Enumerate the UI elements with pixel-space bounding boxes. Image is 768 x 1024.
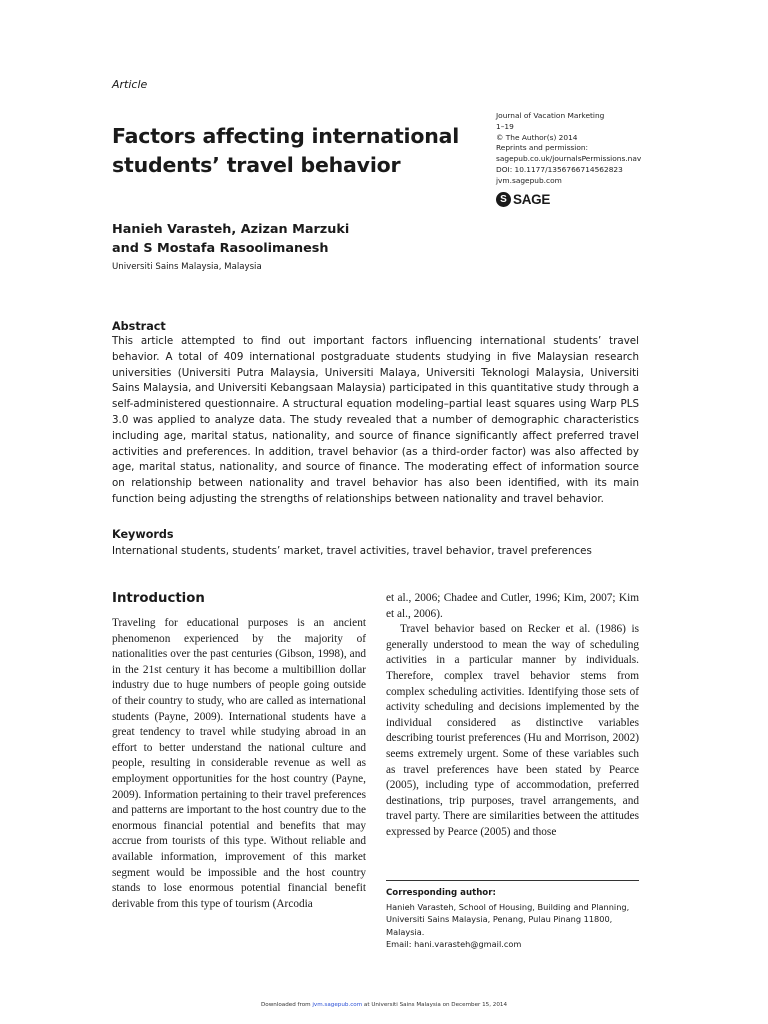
copyright: © The Author(s) 2014 <box>496 132 578 142</box>
journal-site-link[interactable]: jvm.sagepub.com <box>496 175 562 185</box>
corresponding-author-line-2: Universiti Sains Malaysia, Penang, Pulau Pinang 11800, Malaysia. <box>386 914 613 937</box>
journal-name: Journal of Vacation Marketing <box>496 111 605 120</box>
footer-suffix: at Universiti Sains Malaysia on December 15, 2014 <box>362 1002 508 1008</box>
authors-line-1: Hanieh Varasteh, Azizan Marzuki <box>112 222 350 237</box>
affiliation: Universiti Sains Malaysia, Malaysia <box>112 262 262 272</box>
corresponding-author-details <box>386 901 646 951</box>
keywords-text: International students, students’ market, travel activities, travel behavior, travel preferences <box>112 545 592 557</box>
article-title: Factors affecting international students’ travel behavior <box>112 124 460 177</box>
footnote-divider <box>386 880 639 881</box>
sage-logo <box>496 191 550 207</box>
corresponding-author-heading: Corresponding author: <box>386 888 496 898</box>
corresponding-author-email[interactable]: Email: hani.varasteh@gmail.com <box>386 939 522 950</box>
sage-logo-text: SAGE <box>513 191 551 207</box>
doi[interactable]: DOI: 10.1177/1356766714562823 <box>496 164 623 174</box>
footer-link[interactable]: jvm.sagepub.com <box>312 1002 363 1008</box>
journal-info <box>496 111 666 187</box>
intro-paragraph-2: Travel behavior based on Recker et al. (1986) is generally understood to mean the way of scheduling activities in a particular manner by individuals. Therefore, complex travel behavior stems from complex scheduling activities. Identifying those sets of activity scheduling and decisions implemented by the individual considered as distinctive variables describing tourist preferences (Hu and Morrison, 2002) seems extremely urgent. Some of these variables such as travel preferences have been stated by Pearce (2005), including type of accommodation, preferred destinations, trip purposes, travel arrangements, and travel party. There are similarities between the attitudes expressed by Pearce (2005) and those <box>386 623 639 838</box>
body-column-right <box>386 591 639 841</box>
authors-line-2: and S Mostafa Rasoolimanesh <box>112 241 329 256</box>
intro-paragraph-continued: et al., 2006; Chadee and Cutler, 1996; Kim, 2007; Kim et al., 2006). <box>386 592 639 620</box>
article-type-label: Article <box>112 78 148 91</box>
abstract-heading: Abstract <box>112 320 166 333</box>
abstract-text: This article attempted to find out important factors influencing international students’ travel behavior. A total of 409 international postgraduate students studying in five Malaysian research universities (Universiti Putra Malaysia, Universiti Malaya, Universiti Teknologi Malaysia, Universiti Sains Malaysia, and Universiti Kebangsaan Malaysia) participated in this quantitative study through a self-administered questionnaire. A structural equation modeling–partial least squares using Warp PLS 3.0 was applied to analyze data. The study revealed that a number of demographic characteristics including age, marital status, nationality, and source of finance significantly affect preferred travel activities and preferences. In addition, travel behavior (as a third-order factor) was also affected by age, marital status, nationality, and source of finance. The moderating effect of information source on relationship between nationality and travel behavior has also been identified, with its main function being adjusting the strengths of relationships between nationality and travel behavior. <box>112 335 639 505</box>
download-footer <box>0 1002 768 1008</box>
keywords-heading: Keywords <box>112 528 174 541</box>
intro-paragraph-1: Traveling for educational purposes is an ancient phenomenon experienced by the majority of nationalities over the past centuries (Gibson, 1998), and in the 21st century it has become a multibillion dollar industry due to huge numbers of people going outside of their country to study, who are called as international students (Payne, 2009). International students have a great tendency to travel while studying abroad in an effort to better understand the national culture and people, resulting in considerable revenue as well as employment opportunities for the host country (Payne, 2009). Information pertaining to their travel preferences and patterns are important to the host country due to the enormous financial potential and benefits that may accrue from tourists of this type. Without reliable and available information, improvement of this market segment would be impossible and the host country stands to lose enormous potential financial benefit derivable from this type of tourism (Arcodia <box>112 617 366 910</box>
footer-prefix: Downloaded from <box>260 1002 313 1008</box>
reprints-label: Reprints and permission: <box>496 143 589 153</box>
page-range: 1–19 <box>496 121 514 131</box>
corresponding-author-line-1: Hanieh Varasteh, School of Housing, Building and Planning, <box>386 902 630 912</box>
permissions-link[interactable]: sagepub.co.uk/journalsPermissions.nav <box>496 154 642 164</box>
introduction-heading: Introduction <box>112 591 205 606</box>
authors <box>112 220 412 258</box>
body-column-left <box>112 616 366 912</box>
sage-logo-icon: S <box>496 192 511 207</box>
